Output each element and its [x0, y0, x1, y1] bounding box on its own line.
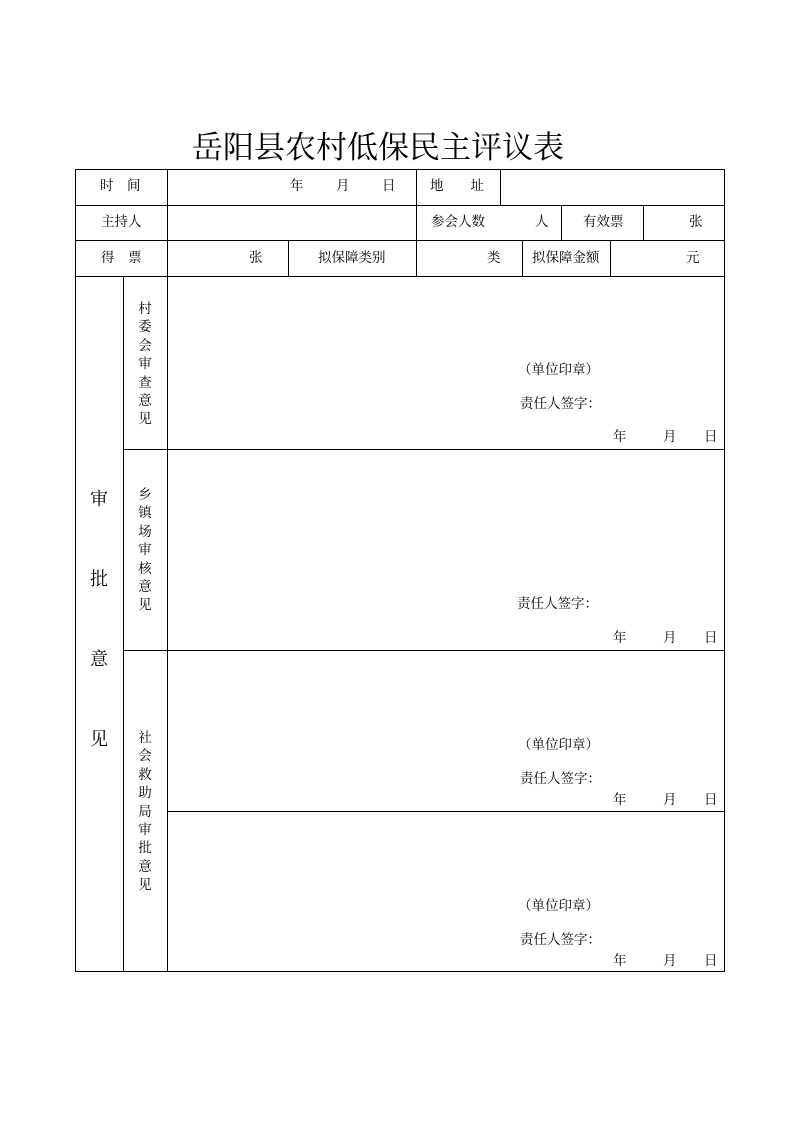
- host-label: 主持人: [101, 214, 142, 230]
- sign-year: 年: [613, 792, 627, 808]
- col-divider: [416, 240, 417, 277]
- col-divider: [167, 169, 168, 277]
- township-label: 乡镇场审核意见: [138, 487, 152, 614]
- signature-label: 责任人签字：: [520, 396, 601, 412]
- date-month: 月: [336, 178, 350, 194]
- date-year: 年: [290, 178, 304, 194]
- social-assistance-bureau-label: 社会救助局审批意见: [138, 730, 152, 894]
- votes-unit: 张: [249, 250, 263, 266]
- sign-day: 日: [704, 953, 718, 969]
- date-day: 日: [382, 178, 396, 194]
- table-border-right: [724, 169, 725, 972]
- page-title: 岳阳县农村低保民主评议表: [192, 130, 564, 166]
- time-label: 时 间: [100, 178, 141, 194]
- valid-votes-unit: 张: [689, 214, 703, 230]
- village-committee-label: 村委会审查意见: [138, 301, 152, 428]
- row-divider: [75, 240, 725, 241]
- valid-votes-label: 有效票: [583, 214, 624, 230]
- sign-day: 日: [704, 429, 718, 445]
- table-border-top: [75, 169, 725, 170]
- section-divider: [167, 811, 725, 812]
- amount-label: 拟保障金额: [532, 250, 600, 266]
- col-divider: [643, 205, 644, 241]
- sign-year: 年: [613, 953, 627, 969]
- sign-month: 月: [663, 429, 677, 445]
- category-unit: 类: [487, 250, 501, 266]
- sign-day: 日: [704, 792, 718, 808]
- sign-month: 月: [663, 792, 677, 808]
- sign-year: 年: [613, 630, 627, 646]
- signature-label: 责任人签字：: [520, 932, 601, 948]
- col-divider: [561, 205, 562, 241]
- col-divider: [610, 240, 611, 277]
- section-divider: [123, 449, 725, 450]
- approval-label: 审批意见: [90, 489, 108, 750]
- sign-month: 月: [663, 630, 677, 646]
- seal-note: （单位印章）: [518, 898, 599, 914]
- amount-unit: 元: [686, 250, 700, 266]
- row-divider: [75, 205, 725, 206]
- col-divider: [522, 240, 523, 277]
- votes-label: 得 票: [101, 250, 142, 266]
- row-divider: [75, 276, 725, 277]
- sign-month: 月: [663, 953, 677, 969]
- attendees-label: 参会人数: [431, 214, 485, 230]
- signature-label: 责任人签字：: [517, 596, 598, 612]
- col-divider: [123, 276, 124, 972]
- col-divider: [500, 169, 501, 206]
- col-divider: [416, 169, 417, 241]
- sign-day: 日: [704, 630, 718, 646]
- table-border-bottom: [75, 971, 725, 972]
- section-divider: [123, 650, 725, 651]
- seal-note: （单位印章）: [518, 737, 599, 753]
- table-border-left: [75, 169, 76, 972]
- signature-label: 责任人签字：: [520, 771, 601, 787]
- category-label: 拟保障类别: [318, 250, 386, 266]
- person-unit: 人: [535, 214, 549, 230]
- col-divider: [288, 240, 289, 277]
- address-label: 地 址: [430, 178, 484, 194]
- sign-year: 年: [613, 429, 627, 445]
- col-divider: [167, 276, 168, 972]
- seal-note: （单位印章）: [518, 362, 599, 378]
